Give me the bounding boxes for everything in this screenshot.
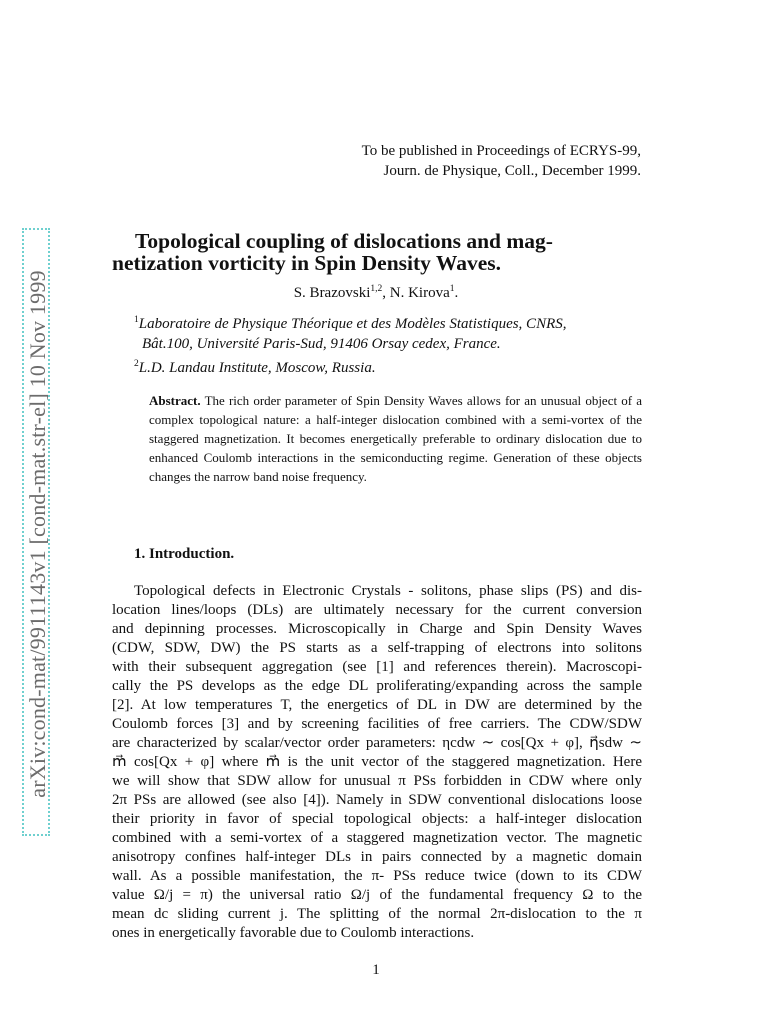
author-name: N. Kirova	[389, 285, 450, 301]
body-line: value Ω/j = π) the universal ratio Ω/j of the fundamental frequency Ω to the	[112, 887, 642, 903]
affiliation-line: Bât.100, Université Paris-Sud, 91406 Orsay cedex, France.	[142, 336, 501, 352]
author-name: S. Brazovski	[293, 285, 371, 301]
abstract-label: Abstract.	[149, 393, 201, 408]
affiliation-text: L.D. Landau Institute, Moscow, Russia.	[138, 360, 376, 376]
body-paragraph	[112, 582, 642, 943]
body-line: we will show that SDW allow for unusual π PSs forbidden in CDW where only	[112, 773, 642, 789]
publication-note-line: To be published in Proceedings of ECRYS-99,	[361, 143, 641, 159]
body-line: combined with a semi-vortex of a staggered magnetization vector. The magnetic	[112, 830, 642, 846]
affiliation-line	[134, 354, 566, 378]
body-line: 2π PSs are allowed (see also [4]). Namely in SDW conventional dislocations loose	[112, 792, 642, 808]
body-line: location lines/loops (DLs) are ultimately necessary for the current conversion	[112, 602, 642, 618]
author-list	[0, 284, 752, 302]
affiliations	[134, 310, 566, 378]
body-line: are characterized by scalar/vector order parameters: ηcdw ∼ cos[Qx + φ], η⃗sdw ∼	[112, 735, 642, 751]
affiliation-line	[134, 310, 566, 334]
affiliation-mark: 1	[449, 284, 455, 294]
body-line: their priority in favor of special topological objects: a half-integer dislocation	[112, 811, 642, 827]
affiliation-text: Laboratoire de Physique Théorique et des Modèles Statistiques, CNRS,	[138, 316, 567, 332]
body-line: [2]. At low temperatures T, the energetics of DL in DW are determined by the	[112, 697, 642, 713]
body-line: wall. As a possible manifestation, the π- PSs reduce twice (down to its CDW	[112, 868, 642, 884]
body-line: with their subsequent aggregation (see [1] and references therein). Macroscopi-	[112, 659, 642, 675]
body-line: (CDW, SDW, DW) the PS starts as a self-trapping of electrons into solitons	[112, 640, 642, 656]
body-line: Topological defects in Electronic Crystals - solitons, phase slips (PS) and dis-	[134, 583, 642, 599]
arxiv-identifier: arXiv:cond-mat/9911143v1 [cond-mat.str-el] 10 Nov 1999	[25, 270, 50, 798]
paper-title-line: netization vorticity in Spin Density Waves.	[112, 251, 502, 275]
author-separator: ,	[382, 285, 390, 301]
paper-title	[112, 230, 640, 274]
publication-note	[362, 141, 641, 181]
affiliation-mark: 1,2	[370, 284, 383, 294]
arxiv-sidebar-stamp	[22, 228, 50, 836]
body-line: anisotropy confines half-integer DLs in pairs connected by a magnetic domain	[112, 849, 642, 865]
section-heading: 1. Introduction.	[134, 546, 235, 562]
affiliation-mark: 2	[134, 359, 139, 369]
body-line: and depinning processes. Microscopically in Charge and Spin Density Waves	[112, 621, 642, 637]
body-line: cally the PS develops as the edge DL proliferating/expanding across the sample	[112, 678, 642, 694]
body-line: m⃗ cos[Qx + φ] where m⃗ is the unit vector of the staggered magnetization. Here	[112, 754, 642, 770]
abstract-text: The rich order parameter of Spin Density Waves allows for an unusual object of a complex topological nature: a half-integer dislocation combined with a semi-vortex of the staggered magnetization. It becomes energetically preferable to ordinary dislocation due to enhanced Coulomb interactions in the semiconducting regime. Generation of these objects changes the narrow band noise frequency.	[149, 393, 642, 484]
affiliation-mark: 1	[134, 315, 139, 325]
author-list-end: .	[454, 285, 459, 301]
page-number: 1	[372, 962, 380, 978]
abstract	[149, 391, 642, 486]
body-line: mean dc sliding current j. The splitting of the normal 2π-dislocation to the π	[112, 906, 642, 922]
body-line: ones in energetically favorable due to Coulomb interactions.	[112, 925, 475, 941]
body-line: Coulomb forces [3] and by screening facilities of free carriers. The CDW/SDW	[112, 716, 642, 732]
publication-note-line: Journ. de Physique, Coll., December 1999.	[383, 163, 641, 179]
paper-title-line: Topological coupling of dislocations and mag-	[135, 229, 553, 253]
